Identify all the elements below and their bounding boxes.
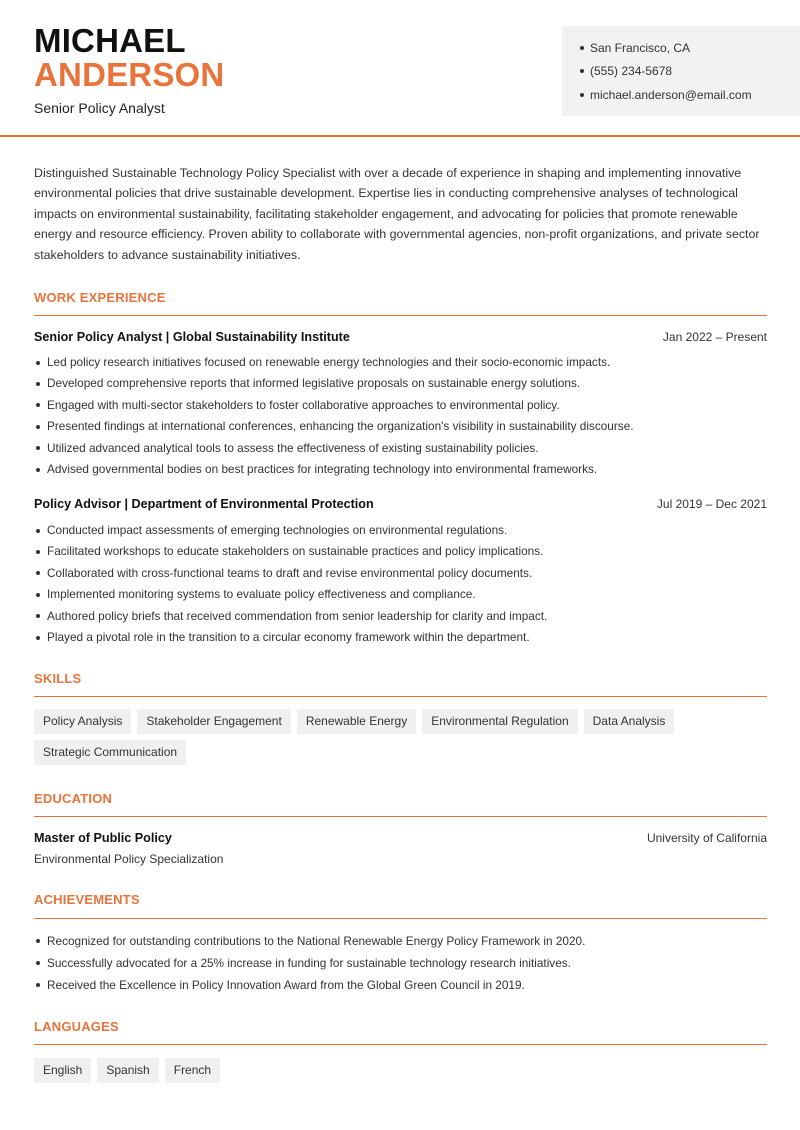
section-divider (34, 816, 767, 817)
contact-location (580, 36, 800, 60)
section-title-skills: SKILLS (34, 671, 82, 686)
bullet-icon (36, 361, 40, 365)
bullet-icon (36, 614, 40, 618)
bullet-icon (36, 550, 40, 554)
list-item-text: Utilized advanced analytical tools to assess the effectiveness of existing sustainability policies. (47, 440, 539, 455)
list-item (34, 974, 767, 996)
section-title-work: WORK EXPERIENCE (34, 290, 166, 305)
list-item-text: Played a pivotal role in the transition to a circular economy framework within the department. (47, 629, 530, 644)
job-header-1 (34, 330, 767, 344)
contact-location-text: San Francisco, CA (590, 40, 691, 55)
list-item-text: Engaged with multi-sector stakeholders to foster collaborative approaches to environmental policy. (47, 397, 560, 412)
section-title-achievements: ACHIEVEMENTS (34, 892, 140, 907)
language-tag: Spanish (97, 1058, 158, 1083)
list-item (34, 584, 767, 605)
list-item (34, 438, 767, 459)
list-item-text: Successfully advocated for a 25% increase in funding for sustainable technology research initiatives. (47, 956, 571, 970)
contact-phone-text: (555) 234-5678 (590, 64, 673, 79)
skill-tag: Data Analysis (584, 709, 675, 734)
bullet-icon (36, 446, 40, 450)
list-item (34, 520, 767, 541)
section-divider (34, 918, 767, 919)
list-item (34, 352, 767, 373)
list-item-text: Conducted impact assessments of emerging technologies on environmental regulations. (47, 523, 508, 537)
list-item (34, 373, 767, 394)
job-bullets-1 (34, 352, 767, 480)
education-school: University of California (646, 831, 767, 845)
bullet-icon (36, 593, 40, 597)
list-item (34, 416, 767, 437)
list-item-text: Implemented monitoring systems to evaluate policy effectiveness and compliance. (47, 587, 476, 602)
list-item-text: Collaborated with cross-functional teams to draft and revise environmental policy documents. (47, 565, 533, 580)
list-item-text: Developed comprehensive reports that informed legislative proposals on sustainable energy solutions. (47, 376, 581, 391)
list-item (34, 627, 767, 648)
bullet-icon (580, 46, 584, 50)
section-divider (34, 696, 767, 697)
list-item-text: Presented findings at international conferences, enhancing the organization's visibility in sustainability discourse. (47, 419, 634, 434)
list-item-text: Authored policy briefs that received commendation from senior leadership for clarity and impact. (47, 608, 548, 623)
list-item (34, 541, 767, 562)
job-header-2 (34, 497, 767, 511)
list-item-text: Received the Excellence in Policy Innovation Award from the Global Green Council in 2019. (47, 978, 525, 992)
first-name: MICHAEL (34, 22, 186, 59)
job-role: Senior Policy Analyst | Global Sustainability Institute (34, 330, 350, 344)
bullet-icon (36, 403, 40, 407)
bullet-icon (580, 93, 584, 97)
education-degree: Master of Public Policy (34, 831, 172, 845)
bullet-icon (36, 468, 40, 472)
list-item (34, 563, 767, 584)
bullet-icon (580, 69, 584, 73)
resume-header (0, 0, 800, 137)
section-title-education: EDUCATION (34, 791, 113, 806)
skill-tag: Stakeholder Engagement (137, 709, 290, 734)
list-item (34, 395, 767, 416)
job-role: Policy Advisor | Department of Environmental Protection (34, 497, 374, 511)
section-divider (34, 1044, 767, 1045)
list-item (34, 459, 767, 480)
skill-tag: Environmental Regulation (422, 709, 577, 734)
bullet-icon (36, 571, 40, 575)
last-name: ANDERSON (34, 56, 225, 93)
list-item-text: Recognized for outstanding contributions to the National Renewable Energy Policy Framework in 2020. (47, 934, 586, 948)
bullet-icon (36, 529, 40, 533)
bullet-icon (36, 961, 40, 965)
education-specialization: Environmental Policy Specialization (34, 852, 224, 866)
section-title-languages: LANGUAGES (34, 1019, 119, 1034)
list-item-text: Led policy research initiatives focused on renewable energy technologies and their socio-economic impacts. (47, 355, 611, 369)
skill-tag: Policy Analysis (34, 709, 131, 734)
job-date: Jan 2022 – Present (662, 330, 767, 344)
section-divider (34, 315, 767, 316)
contact-phone (580, 60, 800, 84)
contact-email (580, 83, 800, 107)
bullet-icon (36, 983, 40, 987)
list-item-text: Advised governmental bodies on best practices for integrating technology into environmental frameworks. (47, 461, 598, 476)
achievements-list (34, 930, 767, 996)
list-item (34, 930, 767, 952)
bullet-icon (36, 939, 40, 943)
language-tag: French (165, 1058, 220, 1083)
education-header (34, 831, 767, 845)
contact-email-text: michael.anderson@email.com (590, 87, 752, 102)
list-item (34, 606, 767, 627)
languages-list (34, 1058, 767, 1089)
job-date: Jul 2019 – Dec 2021 (656, 497, 767, 511)
skills-list (34, 709, 767, 771)
skill-tag: Renewable Energy (297, 709, 416, 734)
list-item-text: Facilitated workshops to educate stakeholders on sustainable practices and policy implications. (47, 544, 544, 559)
skill-tag: Strategic Communication (34, 740, 186, 765)
summary-paragraph: Distinguished Sustainable Technology Policy Specialist with over a decade of experience in shaping and implementing innovative environmental policies that drive sustainable development. Expertise lies in conducting comprehensive analyses of technological impacts on environmental sustainability, facilitating stakeholder engagement, and advocating for policies that promote renewable energy and resource efficiency. Proven ability to collaborate with governmental agencies, non-profit organizations, and private sector stakeholders to advance sustainability initiatives. (34, 166, 760, 262)
bullet-icon (36, 382, 40, 386)
bullet-icon (36, 425, 40, 429)
list-item (34, 952, 767, 974)
contact-box (562, 26, 800, 116)
job-title: Senior Policy Analyst (34, 100, 165, 116)
bullet-icon (36, 636, 40, 640)
language-tag: English (34, 1058, 91, 1083)
job-bullets-2 (34, 520, 767, 648)
